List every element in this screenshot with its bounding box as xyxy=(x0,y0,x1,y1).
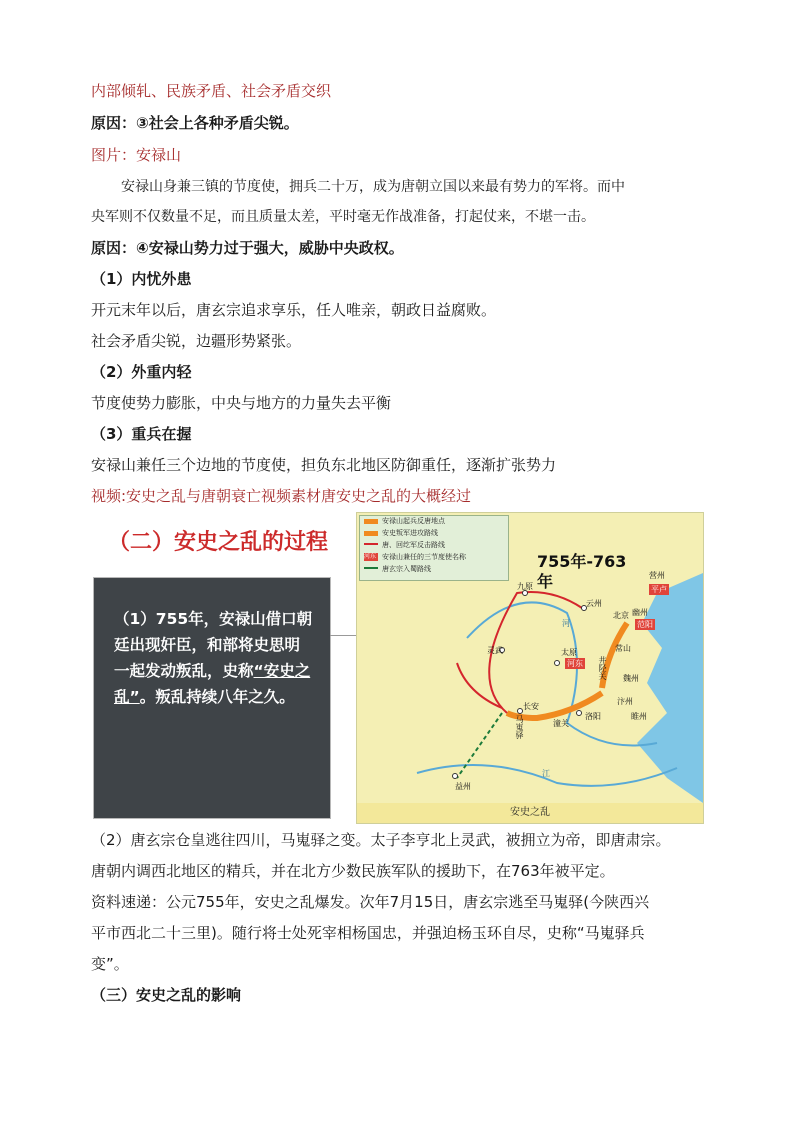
map-label: 常山 xyxy=(615,644,631,653)
map-label: 云州 xyxy=(586,599,602,608)
xuanzong-route xyxy=(457,713,502,778)
legend-arrow-icon xyxy=(364,531,378,536)
legend-arrow-icon xyxy=(364,543,378,545)
text-line: 资料速递：公元755年，安史之乱爆发。次年7月15日，唐玄宗逃至马嵬驿(今陕西兴 xyxy=(91,893,650,911)
video-link[interactable]: 视频:安史之乱与唐朝衰亡视频素材唐安史之乱的大概经过 xyxy=(91,487,472,505)
map-label: 井陉关 xyxy=(598,656,607,680)
legend-item: 安史叛军进攻路线 xyxy=(382,529,438,537)
text-line: 节度使势力膨胀，中央与地方的力量失去平衡 xyxy=(91,394,392,412)
map-label: 河东 xyxy=(567,659,583,668)
slide-text xyxy=(114,606,314,710)
map-label: 北京 xyxy=(613,611,629,620)
slide-text-part: （1）755年，安禄山借口朝廷出现奸臣，和部将史思明一起发动叛乱，史称 xyxy=(114,610,313,680)
legend-item: 唐玄宗入蜀路线 xyxy=(382,565,431,573)
legend-dash-icon xyxy=(364,567,378,569)
legend-item: 安禄山起兵反唐地点 xyxy=(382,517,445,525)
reason-4: 原因：④安禄山势力过于强大，威胁中央政权。 xyxy=(91,239,404,257)
legend-item: 安禄山兼任的三节度使名称 xyxy=(382,553,466,561)
map-label: 睢州 xyxy=(631,712,647,721)
legend-item: 唐、回纥军反击路线 xyxy=(382,541,445,549)
slide-text-box xyxy=(94,578,330,818)
tang-counter-route xyxy=(457,663,502,708)
map-label: 营州 xyxy=(649,571,665,580)
legend-flag-icon xyxy=(364,519,378,524)
map-label: 马嵬驿 xyxy=(515,715,524,739)
map-label: 范阳 xyxy=(637,620,653,629)
heading-2: （2）外重内轻 xyxy=(91,363,192,381)
map-label: 洛阳 xyxy=(585,712,601,721)
map-legend xyxy=(359,515,509,581)
quote-line-2: 央军则不仅数量不足，而且质量太差，平时毫无作战准备，打起仗来，不堪一击。 xyxy=(91,209,595,225)
map-label: 太原 xyxy=(561,648,577,657)
text-line: 开元末年以后，唐玄宗追求享乐，任人唯亲，朝政日益腐败。 xyxy=(91,301,497,319)
slide-text-part: 。叛乱持续八年之久。 xyxy=(139,688,295,706)
map-title: 755年-763年 xyxy=(537,552,627,591)
text-line: （2）唐玄宗仓皇逃往四川，马嵬驿之变。太子李亨北上灵武，被拥立为帝，即唐肃宗。 xyxy=(91,831,671,849)
image-caption: 图片：安禄山 xyxy=(91,146,182,164)
map-label: 河 xyxy=(562,619,570,628)
quote-line-1: 安禄山身兼三镇的节度使，拥兵二十万，成为唐朝立国以来最有势力的军将。而中 xyxy=(121,179,625,195)
text-line: 唐朝内调西北地区的精兵，并在北方少数民族军队的援助下，在763年被平定。 xyxy=(91,862,615,880)
city-marker xyxy=(577,711,582,716)
map-label: 长安 xyxy=(523,702,539,711)
connector-line xyxy=(330,635,357,636)
reason-3: 原因：③社会上各种矛盾尖锐。 xyxy=(91,114,299,132)
text-line: 平市西北二十三里)。随行将士处死宰相杨国忠，并强迫杨玉环自尽，史称“马嵬驿兵 xyxy=(91,924,645,942)
text-line: 变”。 xyxy=(91,955,129,973)
city-marker xyxy=(518,709,523,714)
map-label: 潼关 xyxy=(553,719,569,728)
text-line: 安禄山兼任三个边地的节度使，担负东北地区防御重任，逐渐扩张势力 xyxy=(91,456,557,474)
city-marker xyxy=(453,774,458,779)
map-label: 益州 xyxy=(455,782,471,791)
map-label: 幽州 xyxy=(632,608,648,617)
map-label: 汴州 xyxy=(617,697,633,706)
heading-3-impact: （三）安史之乱的影响 xyxy=(91,986,242,1004)
city-marker xyxy=(555,661,560,666)
slide-title: （二）安史之乱的过程 xyxy=(108,530,329,555)
map-label: 魏州 xyxy=(623,674,639,683)
map-label: 平卢 xyxy=(651,585,667,594)
text-line: 社会矛盾尖锐，边疆形势紧张。 xyxy=(91,332,302,350)
map-label: 九原 xyxy=(517,582,533,591)
heading-1: （1）内忧外患 xyxy=(91,270,192,288)
text-line: 内部倾轧、民族矛盾、社会矛盾交织 xyxy=(91,82,332,100)
map-label: 江 xyxy=(542,769,550,778)
map-label: 灵武 xyxy=(487,646,503,655)
slide-text-underlined: “安史之乱” xyxy=(114,662,311,706)
war-map xyxy=(356,512,704,824)
heading-3: （3）重兵在握 xyxy=(91,425,192,443)
legend-tag: 河东 xyxy=(364,553,377,560)
map-caption: 安史之乱 xyxy=(357,803,703,823)
